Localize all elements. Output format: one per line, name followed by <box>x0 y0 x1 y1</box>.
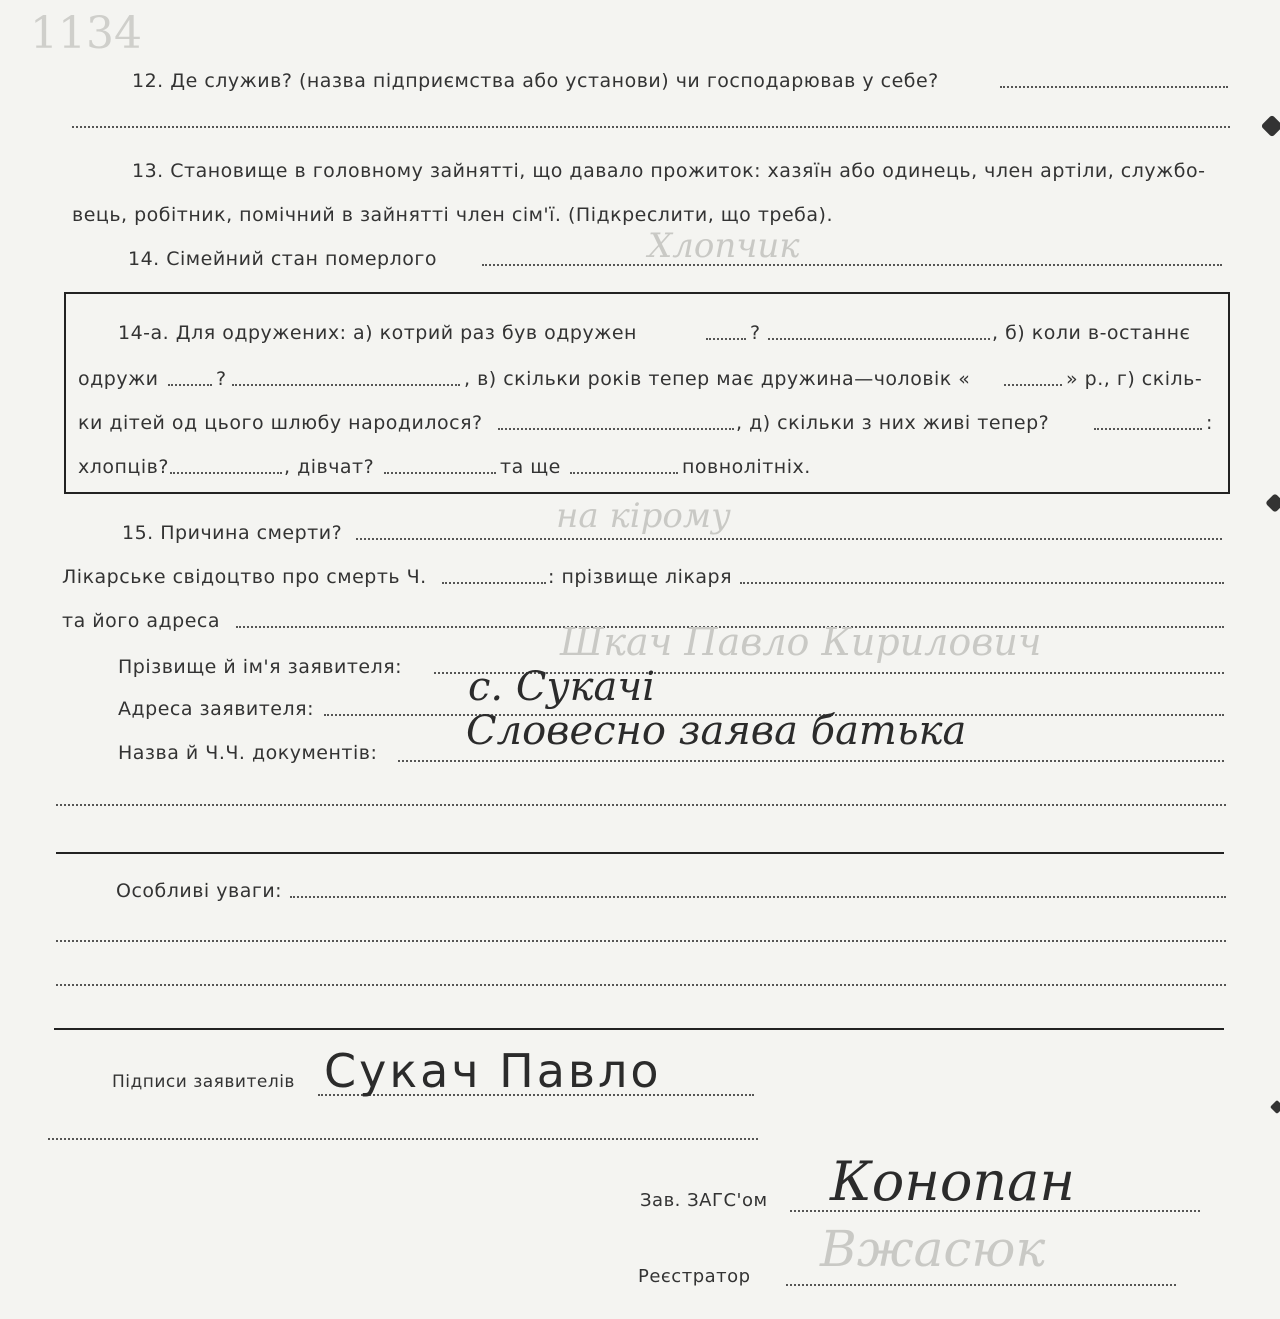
margin-mark-middle <box>1265 493 1280 513</box>
q14a-adults-line[interactable] <box>570 472 678 474</box>
documents-line[interactable] <box>398 760 1224 762</box>
q14a-line2-middle: , в) скільки років тепер має дружина—чоловік « <box>464 368 971 390</box>
question-15-answer: на кірому <box>556 496 731 536</box>
q14a-boys-label: хлопців? <box>78 456 169 478</box>
medical-certificate-number-line[interactable] <box>442 582 546 584</box>
documents-line-2[interactable] <box>56 804 1226 806</box>
q14a-adults-label: повнолітніх. <box>682 456 811 478</box>
q14a-girls-line[interactable] <box>384 472 496 474</box>
doctor-address-label: та його адреса <box>62 610 220 632</box>
notes-line-1[interactable] <box>290 896 1226 898</box>
q14a-line3-colon: : <box>1206 412 1213 434</box>
notes-line-2[interactable] <box>56 940 1226 942</box>
notes-label: Особливі уваги: <box>116 880 283 902</box>
q14a-times-married-line-2[interactable] <box>768 338 990 340</box>
medical-certificate-label: Лікарське свідоцтво про смерть Ч. <box>62 566 427 588</box>
question-14-label: 14. Сімейний стан померлого <box>128 248 437 270</box>
notes-line-3[interactable] <box>56 984 1226 986</box>
question-13-line-1: 13. Становище в головному зайнятті, що давало прожиток: хазяїн або одинець, член артіли, службо- <box>132 160 1206 182</box>
applicant-address-label: Адреса заявителя: <box>118 698 314 720</box>
applicant-signatures-line-2[interactable] <box>48 1138 758 1140</box>
q14a-line3-text: ки дітей од цього шлюбу народилося? <box>78 412 483 434</box>
q14a-line2-tail: » р., г) скіль- <box>1066 368 1203 390</box>
question-12-answer-line[interactable] <box>1000 86 1228 88</box>
applicant-name-value: Шкач Павло Кирилович <box>560 620 1042 664</box>
doctor-surname-line[interactable] <box>740 582 1224 584</box>
q14a-line2-question-mark: ? <box>216 368 227 390</box>
archive-corner-number: 1134 <box>30 8 142 59</box>
doctor-surname-label: : прізвище лікаря <box>548 566 733 588</box>
question-12-answer-line-2[interactable] <box>72 126 1230 128</box>
q14a-boys-line[interactable] <box>170 472 282 474</box>
q14a-last-married-line-2[interactable] <box>232 384 460 386</box>
question-14-answer: Хлопчик <box>648 226 800 266</box>
q14a-children-alive-line[interactable] <box>1094 428 1202 430</box>
question-14-answer-line[interactable] <box>482 264 1222 266</box>
q14a-children-born-line[interactable] <box>498 428 734 430</box>
q14a-times-married-line[interactable] <box>706 338 746 340</box>
applicant-signatures-value: Сукач Павло <box>324 1044 662 1098</box>
documents-label: Назва й Ч.Ч. документів: <box>118 742 378 764</box>
documents-value: Словесно заява батька <box>466 708 967 754</box>
q14a-more-label: та ще <box>500 456 561 478</box>
applicant-address-value: с. Сукачі <box>468 664 656 710</box>
zags-head-label: Зав. ЗАГС'ом <box>640 1190 768 1211</box>
margin-mark-top <box>1261 115 1280 138</box>
registrar-signature-line[interactable] <box>786 1284 1176 1286</box>
q14a-last-married-line[interactable] <box>168 384 212 386</box>
q14a-spouse-age-line[interactable] <box>1004 384 1062 386</box>
question-12-label: 12. Де служив? (назва підприємства або установи) чи господарював у себе? <box>132 70 939 92</box>
margin-mark-bottom <box>1270 1100 1280 1114</box>
q14a-line1-question-mark: ? <box>750 322 761 344</box>
applicant-signatures-label: Підписи заявителів <box>112 1072 295 1092</box>
q14a-girls-label: , дівчат? <box>284 456 375 478</box>
q14a-line2-text: одружи <box>78 368 159 390</box>
zags-head-signature: Конопан <box>830 1150 1075 1213</box>
applicant-name-label: Прізвище й ім'я заявителя: <box>118 656 403 678</box>
section-divider-1 <box>56 852 1224 854</box>
question-15-label: 15. Причина смерти? <box>122 522 343 544</box>
question-13-line-2: вець, робітник, помічний в зайнятті член сім'ї. (Підкреслити, що треба). <box>72 204 833 226</box>
registrar-signature: Вжасюк <box>820 1220 1046 1278</box>
question-15-answer-line[interactable] <box>356 538 1222 540</box>
q14a-line1-text: 14-а. Для одружених: а) котрий раз був одружен <box>118 322 637 344</box>
registrar-label: Реєстратор <box>638 1266 751 1287</box>
q14a-line1-tail: , б) коли в-останнє <box>992 322 1191 344</box>
q14a-line3-middle: , д) скільки з них живі тепер? <box>736 412 1050 434</box>
section-divider-2 <box>54 1028 1224 1030</box>
